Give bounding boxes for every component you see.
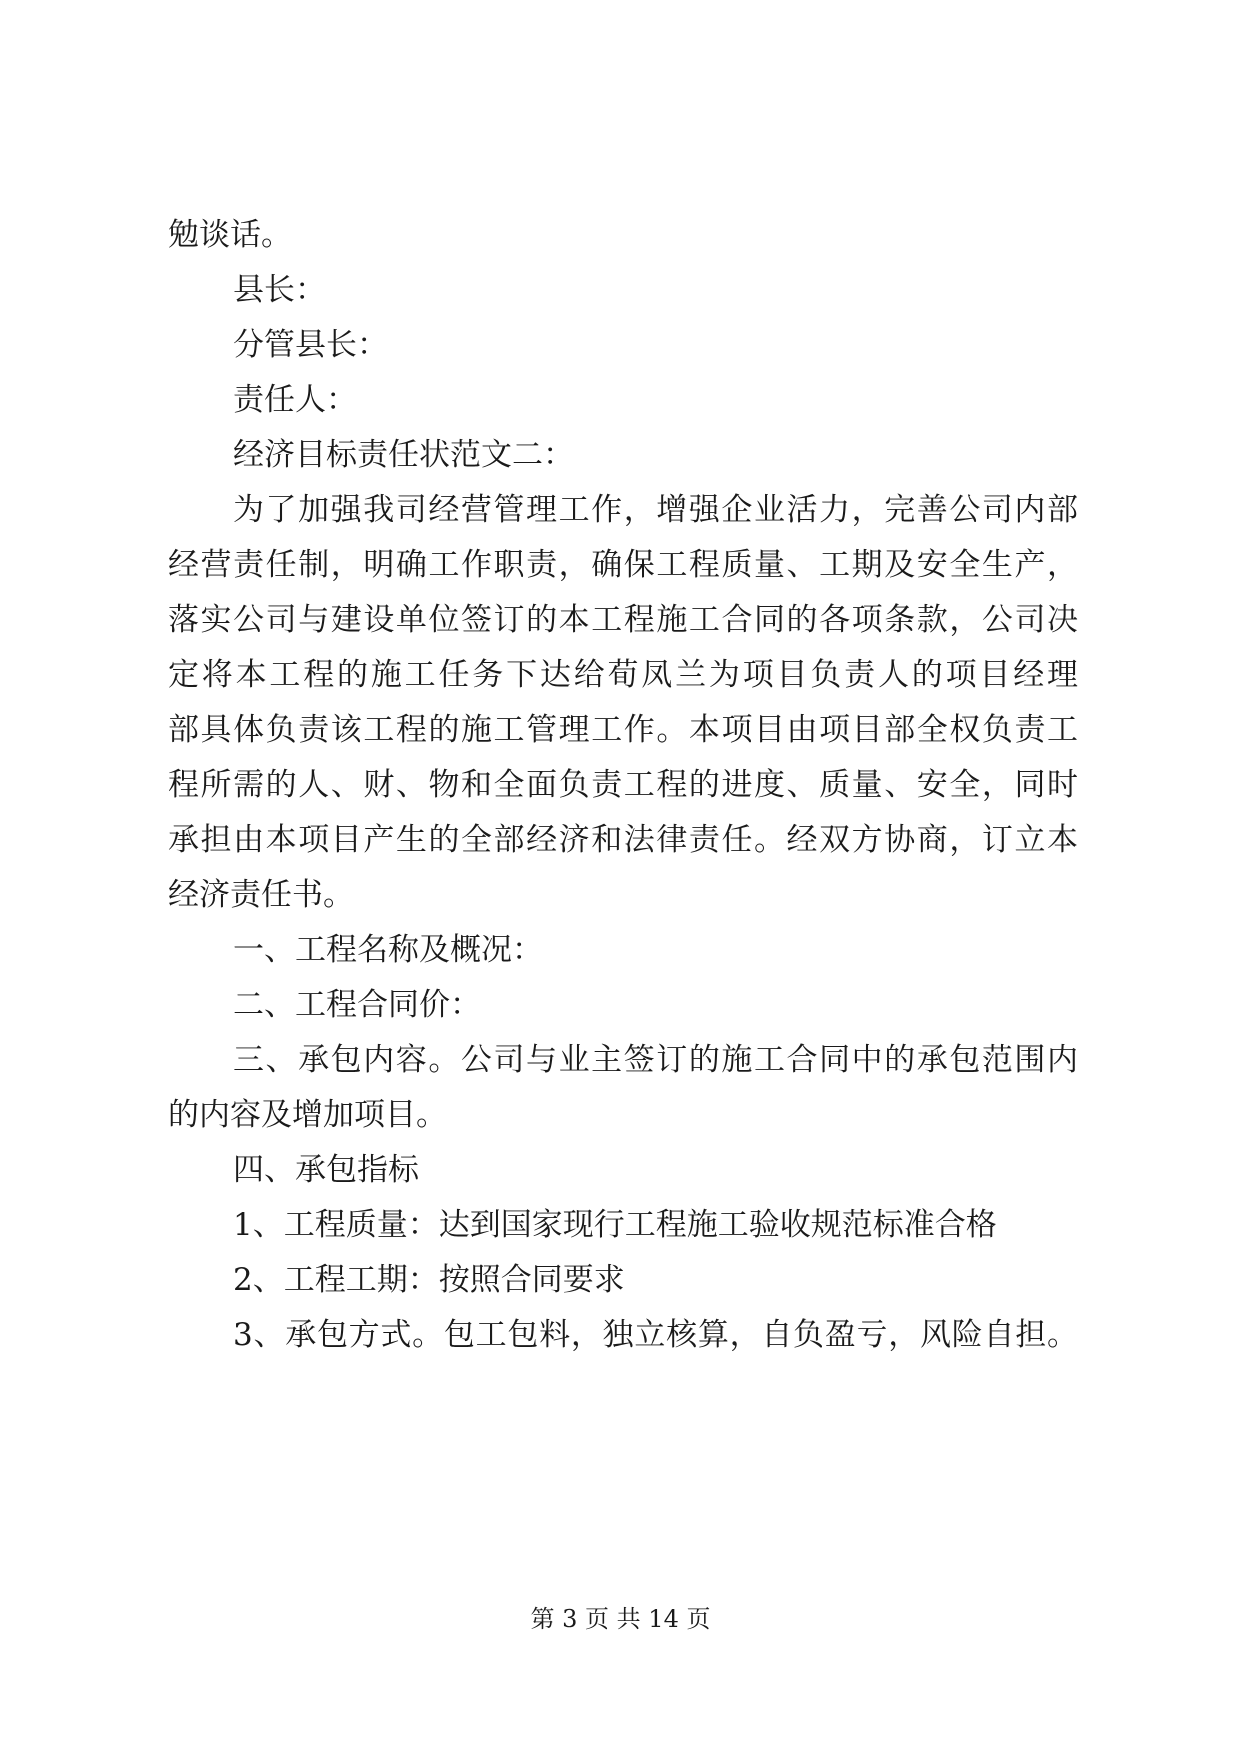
text-line: 部具体负责该工程的施工管理工作。本项目由项目部全权负责工 (168, 712, 1078, 748)
list-item: 3、承包方式。包工包料，独立核算，自负盈亏，风险自担。 (233, 1317, 1078, 1353)
text-line: 承担由本项目产生的全部经济和法律责任。经双方协商，订立本 (168, 822, 1078, 858)
list-item: 三、承包内容。公司与业主签订的施工合同中的承包范围内 (233, 1042, 1078, 1078)
signature-label-county-head: 县长： (233, 272, 326, 308)
text-line: 经营责任制，明确工作职责，确保工程质量、工期及安全生产， (168, 547, 1078, 583)
list-item: 四、承包指标 (233, 1152, 419, 1188)
text-line: 为了加强我司经营管理工作，增强企业活力，完善公司内部 (233, 492, 1078, 528)
list-item: 1、工程质量：达到国家现行工程施工验收规范标准合格 (233, 1207, 997, 1243)
text-line: 经济责任书。 (168, 877, 354, 913)
text-line: 勉谈话。 (168, 217, 292, 253)
list-item: 一、工程名称及概况： (233, 932, 543, 968)
text-line: 落实公司与建设单位签订的本工程施工合同的各项条款，公司决 (168, 602, 1078, 638)
page-number-footer: 第 3 页 共 14 页 (530, 1605, 711, 1633)
list-item: 2、工程工期：按照合同要求 (233, 1262, 625, 1298)
text-line: 程所需的人、财、物和全面负责工程的进度、质量、安全，同时 (168, 767, 1078, 803)
list-item: 二、工程合同价： (233, 987, 481, 1023)
signature-label-responsible-person: 责任人： (233, 382, 357, 418)
signature-label-deputy-county-head: 分管县长： (233, 327, 388, 363)
text-line: 定将本工程的施工任务下达给荀凤兰为项目负责人的项目经理 (168, 657, 1078, 693)
text-line: 的内容及增加项目。 (168, 1097, 447, 1133)
section-heading: 经济目标责任状范文二： (233, 437, 574, 473)
